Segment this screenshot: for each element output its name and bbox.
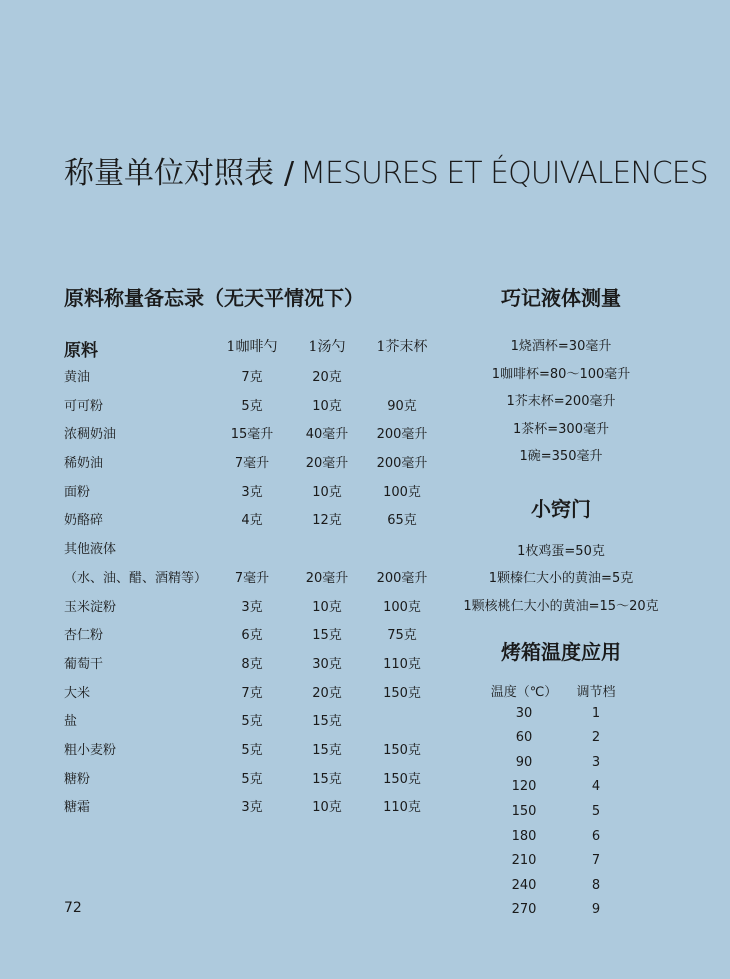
measure-cell: 15克 bbox=[312, 714, 342, 730]
page-number: 72 bbox=[64, 900, 82, 916]
setting-cell: 4 bbox=[591, 779, 601, 795]
list-item: 1茶杯=300毫升 bbox=[513, 421, 609, 437]
measure-cell: 5克 bbox=[241, 742, 263, 758]
column-header-temperature: 温度（℃） bbox=[490, 685, 558, 700]
right-column bbox=[452, 282, 670, 923]
ingredient-name: 盐 bbox=[64, 714, 78, 730]
measure-cell: 7克 bbox=[241, 685, 263, 701]
measure-cell: 7克 bbox=[241, 370, 263, 385]
list-item: 1碗=350毫升 bbox=[519, 449, 603, 464]
page-title-french: MESURES ET ÉQUIVALENCES bbox=[300, 156, 708, 191]
page-title bbox=[64, 148, 708, 192]
temperature-cell: 270 bbox=[511, 902, 537, 918]
ingredient-name: 黄油 bbox=[64, 370, 91, 385]
measure-cell: 100克 bbox=[383, 484, 421, 500]
table-row bbox=[452, 751, 670, 776]
temperature-cell: 150 bbox=[511, 803, 537, 819]
tips-heading: 小窍门 bbox=[531, 496, 591, 521]
measure-cell: 30克 bbox=[312, 656, 342, 672]
measure-cell: 3克 bbox=[241, 800, 263, 816]
ingredient-name: 稀奶油 bbox=[64, 456, 104, 472]
measure-cell: 150克 bbox=[383, 771, 421, 787]
ingredient-name: 可可粉 bbox=[64, 398, 104, 414]
table-row bbox=[64, 649, 444, 678]
list-item: 1烧酒杯=30毫升 bbox=[510, 339, 612, 354]
liquids-list bbox=[452, 333, 670, 471]
list-item: 1咖啡杯=80～100毫升 bbox=[491, 366, 631, 382]
measure-cell: 3克 bbox=[241, 599, 263, 615]
table-row bbox=[64, 419, 444, 448]
measure-cell: 7毫升 bbox=[234, 456, 270, 472]
measure-cell: 5克 bbox=[241, 714, 263, 730]
temperature-cell: 90 bbox=[515, 754, 533, 770]
measure-cell: 200毫升 bbox=[376, 456, 428, 472]
measure-cell: 5克 bbox=[241, 398, 263, 414]
setting-cell: 2 bbox=[591, 730, 601, 746]
table-row bbox=[64, 620, 444, 649]
measure-cell: 65克 bbox=[387, 513, 417, 529]
setting-cell: 9 bbox=[591, 902, 601, 918]
table-row bbox=[452, 825, 670, 850]
table-row bbox=[452, 874, 670, 899]
measure-cell: 7毫升 bbox=[234, 570, 270, 586]
table-row bbox=[64, 735, 444, 764]
measure-cell: 20克 bbox=[312, 685, 342, 701]
table-row bbox=[64, 534, 444, 563]
measure-cell: 100克 bbox=[383, 599, 421, 615]
ingredients-table-header bbox=[64, 332, 444, 362]
setting-cell: 3 bbox=[591, 754, 601, 770]
measure-cell: 10克 bbox=[312, 800, 342, 816]
table-row bbox=[64, 792, 444, 821]
measure-cell: 150克 bbox=[383, 685, 421, 701]
temperature-cell: 60 bbox=[515, 730, 533, 746]
ingredients-table bbox=[64, 332, 444, 821]
temperature-cell: 180 bbox=[511, 828, 537, 844]
list-item: 1颗核桃仁大小的黄油=15～20克 bbox=[463, 598, 659, 614]
page-title-separator: / bbox=[284, 156, 295, 191]
table-row bbox=[64, 563, 444, 592]
measure-cell: 20毫升 bbox=[305, 570, 349, 586]
measure-cell: 4克 bbox=[241, 513, 263, 529]
measure-cell: 3克 bbox=[241, 484, 263, 500]
setting-cell: 5 bbox=[591, 803, 601, 819]
measure-cell: 75克 bbox=[387, 628, 417, 644]
setting-cell: 6 bbox=[591, 828, 601, 844]
table-row bbox=[64, 477, 444, 506]
table-row bbox=[64, 448, 444, 477]
measure-cell: 10克 bbox=[312, 599, 342, 615]
setting-cell: 7 bbox=[591, 853, 601, 869]
setting-cell: 1 bbox=[591, 705, 601, 721]
measure-cell: 6克 bbox=[241, 628, 263, 644]
setting-cell: 8 bbox=[591, 877, 601, 893]
table-row bbox=[452, 726, 670, 751]
table-row bbox=[452, 775, 670, 800]
table-row bbox=[64, 678, 444, 707]
table-row bbox=[64, 362, 444, 391]
table-row bbox=[452, 849, 670, 874]
list-item: 1颗榛仁大小的黄油=5克 bbox=[488, 571, 634, 586]
oven-table-header bbox=[452, 677, 670, 702]
ingredient-name: 面粉 bbox=[64, 484, 91, 500]
list-item: 1枚鸡蛋=50克 bbox=[517, 543, 605, 559]
tips-list bbox=[452, 538, 670, 621]
column-header-mustard-cup: 1芥末杯 bbox=[376, 339, 428, 355]
column-header-coffee-spoon: 1咖啡勺 bbox=[226, 339, 278, 355]
ingredient-name: 糖粉 bbox=[64, 771, 91, 787]
ingredient-name: 糖霜 bbox=[64, 800, 91, 816]
measure-cell: 12克 bbox=[312, 513, 342, 529]
measure-cell: 110克 bbox=[383, 656, 421, 672]
ingredient-name: 杏仁粉 bbox=[64, 628, 104, 644]
measure-cell: 10克 bbox=[312, 484, 342, 500]
ingredient-name: 玉米淀粉 bbox=[64, 599, 117, 615]
temperature-cell: 30 bbox=[515, 705, 533, 721]
temperature-cell: 240 bbox=[511, 877, 537, 893]
measure-cell: 20克 bbox=[312, 370, 342, 385]
liquids-heading: 巧记液体测量 bbox=[501, 286, 621, 310]
measure-cell: 200毫升 bbox=[376, 427, 428, 443]
ingredient-name: 其他液体 bbox=[64, 542, 117, 558]
measure-cell: 40毫升 bbox=[305, 427, 349, 443]
ingredients-heading: 原料称量备忘录（无天平情况下） bbox=[64, 286, 364, 310]
table-row bbox=[64, 391, 444, 420]
oven-table bbox=[452, 677, 670, 923]
column-header-setting: 调节档 bbox=[576, 685, 616, 700]
measure-cell: 90克 bbox=[387, 398, 417, 414]
measure-cell: 110克 bbox=[383, 800, 421, 816]
table-row bbox=[452, 800, 670, 825]
ingredient-name: 粗小麦粉 bbox=[64, 742, 117, 758]
column-header-tablespoon: 1汤勺 bbox=[308, 339, 346, 355]
measure-cell: 200毫升 bbox=[376, 570, 428, 586]
list-item: 1芥末杯=200毫升 bbox=[506, 394, 616, 409]
ingredient-name: （水、油、醋、酒精等） bbox=[64, 570, 208, 586]
measure-cell: 15毫升 bbox=[230, 427, 274, 443]
measure-cell: 5克 bbox=[241, 771, 263, 787]
ingredient-name: 葡萄干 bbox=[64, 656, 104, 672]
measure-cell: 15克 bbox=[312, 742, 342, 758]
measure-cell: 20毫升 bbox=[305, 456, 349, 472]
column-header-ingredient: 原料 bbox=[64, 341, 98, 361]
measure-cell: 15克 bbox=[312, 771, 342, 787]
ingredient-name: 奶酪碎 bbox=[64, 513, 104, 529]
table-row bbox=[64, 505, 444, 534]
measure-cell: 150克 bbox=[383, 742, 421, 758]
table-row bbox=[64, 706, 444, 735]
table-row bbox=[452, 898, 670, 923]
ingredient-name: 大米 bbox=[64, 685, 91, 701]
table-row bbox=[64, 764, 444, 793]
temperature-cell: 120 bbox=[511, 779, 537, 795]
measure-cell: 8克 bbox=[241, 656, 263, 672]
table-row bbox=[452, 702, 670, 727]
measure-cell: 10克 bbox=[312, 398, 342, 414]
page-title-chinese: 称量单位对照表 bbox=[64, 156, 274, 191]
ingredient-name: 浓稠奶油 bbox=[64, 427, 117, 443]
table-row bbox=[64, 592, 444, 621]
oven-heading: 烤箱温度应用 bbox=[501, 640, 621, 664]
measure-cell: 15克 bbox=[312, 628, 342, 644]
temperature-cell: 210 bbox=[511, 853, 537, 869]
